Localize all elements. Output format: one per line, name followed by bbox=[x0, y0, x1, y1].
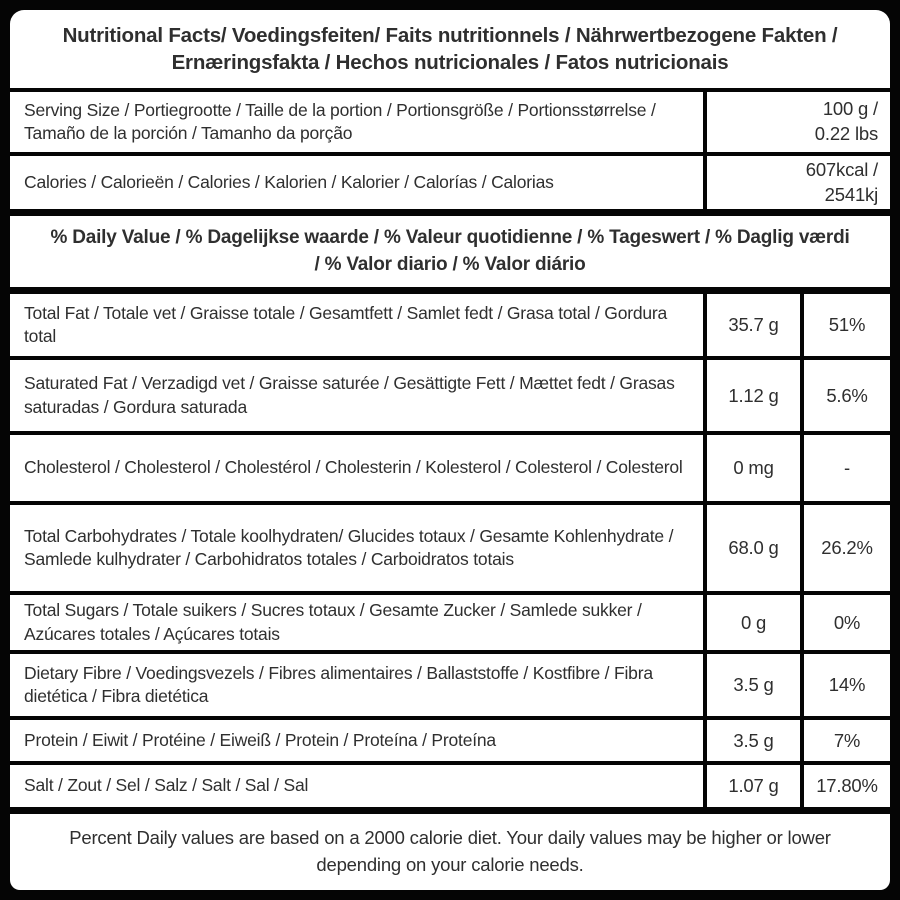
label-title: Nutritional Facts/ Voedingsfeiten/ Faits nutritionnels / Nährwertbezogene Fakten / Ernæringsfakta / Hechos nutricionales / Fatos nutricionais bbox=[10, 10, 890, 88]
nutrient-label: Dietary Fibre / Voedingsvezels / Fibres alimentaires / Ballaststoffe / Kostfibre / Fibra dietética / Fibra dietética bbox=[10, 654, 703, 716]
nutrient-amount: 0 g bbox=[707, 595, 800, 650]
serving-size-value bbox=[707, 92, 890, 152]
nutrient-amount: 1.12 g bbox=[707, 360, 800, 431]
footnote-text: Percent Daily values are based on a 2000 calorie diet. Your daily values may be higher or lower depending on your calorie needs. bbox=[10, 814, 890, 890]
nutrient-daily-value: 5.6% bbox=[804, 360, 890, 431]
nutrient-label: Saturated Fat / Verzadigd vet / Graisse saturée / Gesättigte Fett / Mættet fedt / Grasas saturadas / Gordura saturada bbox=[10, 360, 703, 431]
calories-row bbox=[10, 156, 890, 209]
title-row bbox=[10, 10, 890, 88]
nutrient-row-protein bbox=[10, 720, 890, 761]
nutrient-row-saturated-fat bbox=[10, 360, 890, 431]
nutrient-amount: 1.07 g bbox=[707, 765, 800, 807]
nutrient-row-salt bbox=[10, 765, 890, 807]
nutrient-amount: 35.7 g bbox=[707, 294, 800, 356]
nutrient-amount: 3.5 g bbox=[707, 720, 800, 761]
nutrient-daily-value: 51% bbox=[804, 294, 890, 356]
daily-value-header: % Daily Value / % Dagelijkse waarde / % Valeur quotidienne / % Tageswert / % Daglig værdi / % Valor diario / % Valor diário bbox=[10, 216, 890, 287]
nutrient-daily-value: 14% bbox=[804, 654, 890, 716]
nutrient-daily-value: 0% bbox=[804, 595, 890, 650]
nutrient-row-total-sugars bbox=[10, 595, 890, 650]
nutrient-amount: 0 mg bbox=[707, 435, 800, 501]
footnote-row bbox=[10, 814, 890, 890]
daily-value-header-row bbox=[10, 216, 890, 287]
serving-size-value-line2: 0.22 lbs bbox=[814, 123, 878, 144]
nutrient-label: Protein / Eiwit / Protéine / Eiweiß / Protein / Proteína / Proteína bbox=[10, 720, 703, 761]
serving-size-label: Serving Size / Portiegrootte / Taille de la portion / Portionsgröße / Portionsstørrelse / Tamaño de la porción / Tamanho da porção bbox=[10, 92, 703, 152]
nutrient-row-cholesterol bbox=[10, 435, 890, 501]
nutrient-daily-value: 26.2% bbox=[804, 505, 890, 591]
nutrient-label: Salt / Zout / Sel / Salz / Salt / Sal / Sal bbox=[10, 765, 703, 807]
nutrient-row-dietary-fibre bbox=[10, 654, 890, 716]
calories-value-line2: 2541kj bbox=[824, 183, 878, 205]
nutrient-label: Total Fat / Totale vet / Graisse totale / Gesamtfett / Samlet fedt / Grasa total / Gordura total bbox=[10, 294, 703, 356]
nutrient-daily-value: 7% bbox=[804, 720, 890, 761]
nutrient-label: Total Sugars / Totale suikers / Sucres totaux / Gesamte Zucker / Samlede sukker / Azúcares totales / Açúcares totais bbox=[10, 595, 703, 650]
nutrient-daily-value: 17.80% bbox=[804, 765, 890, 807]
serving-size-value-line1: 100 g / bbox=[822, 98, 878, 120]
nutrient-row-total-carbohydrates bbox=[10, 505, 890, 591]
nutrient-row-total-fat bbox=[10, 294, 890, 356]
calories-value bbox=[707, 156, 890, 209]
nutrient-amount: 68.0 g bbox=[707, 505, 800, 591]
nutrient-daily-value: - bbox=[804, 435, 890, 501]
nutrient-amount: 3.5 g bbox=[707, 654, 800, 716]
calories-label: Calories / Calorieën / Calories / Kalorien / Kalorier / Calorías / Calorias bbox=[10, 156, 703, 209]
nutrient-label: Cholesterol / Cholesterol / Cholestérol / Cholesterin / Kolesterol / Colesterol / Colesterol bbox=[10, 435, 703, 501]
serving-size-row bbox=[10, 92, 890, 152]
calories-value-line1: 607kcal / bbox=[805, 158, 878, 180]
nutrient-label: Total Carbohydrates / Totale koolhydraten/ Glucides totaux / Gesamte Kohlenhydrate / Samlede kulhydrater / Carbohidratos totales / Carboidratos totais bbox=[10, 505, 703, 591]
